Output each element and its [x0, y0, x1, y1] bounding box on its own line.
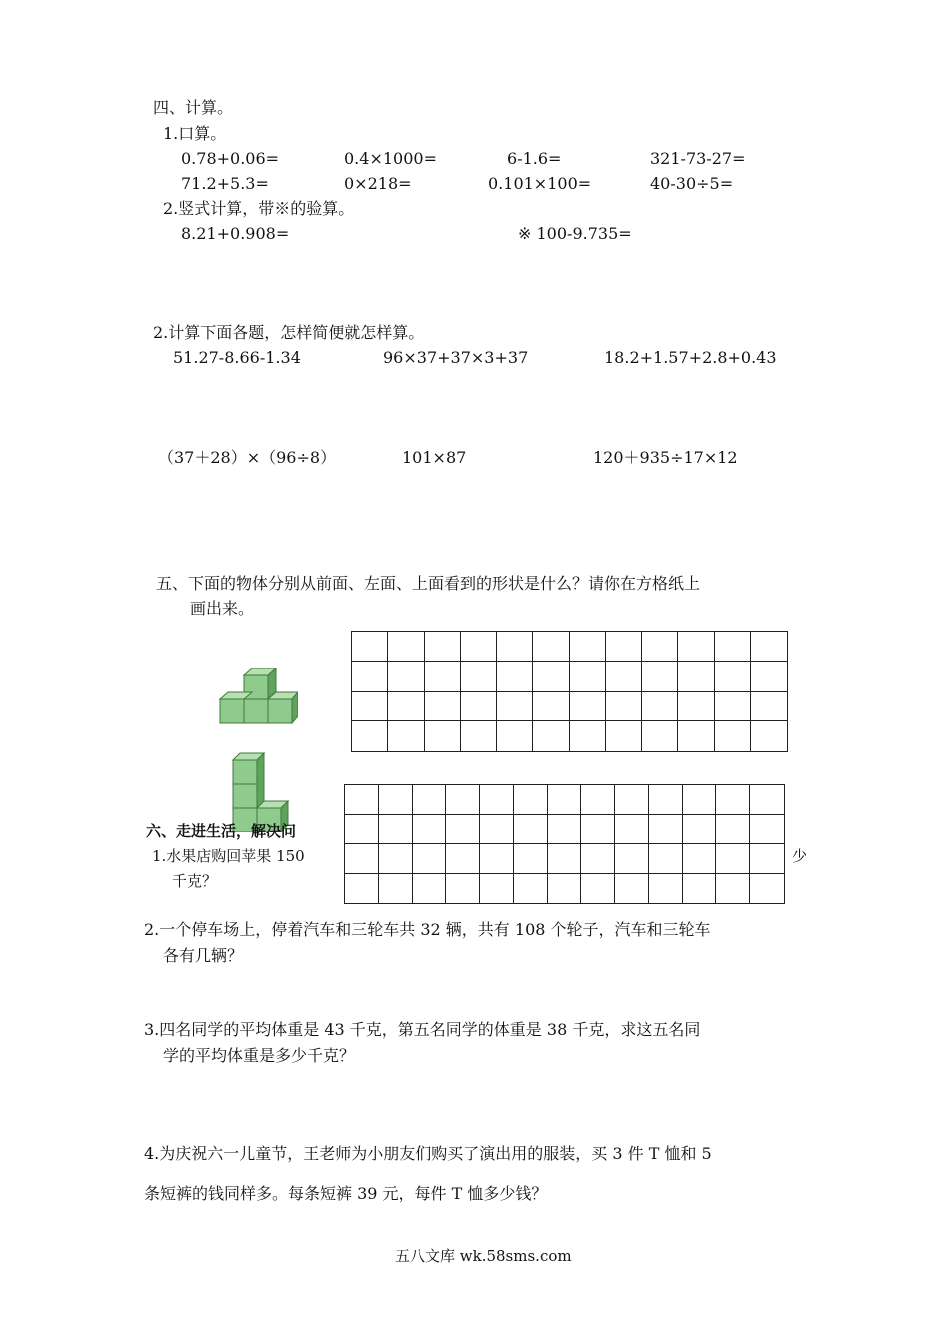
oral-problem: 0.101×100=: [488, 174, 592, 193]
grid-cell[interactable]: [497, 662, 533, 692]
grid-cell[interactable]: [750, 874, 784, 904]
section6-title: 六、走进生活，解决问: [146, 822, 297, 840]
grid-cell[interactable]: [751, 692, 787, 722]
grid-cell[interactable]: [497, 692, 533, 722]
grid-cell[interactable]: [379, 874, 413, 904]
section5-line2: 画出来。: [190, 599, 255, 618]
question-2-line2: 各有几辆？: [163, 946, 244, 965]
grid-cell[interactable]: [750, 785, 784, 815]
grid-cell[interactable]: [379, 785, 413, 815]
grid-cell[interactable]: [548, 815, 582, 845]
simple-problem: 120＋935÷17×12: [593, 448, 738, 467]
grid-cell[interactable]: [446, 815, 480, 845]
grid-cell[interactable]: [606, 721, 642, 751]
grid-cell[interactable]: [480, 844, 514, 874]
grid-cell[interactable]: [642, 662, 678, 692]
grid-cell[interactable]: [683, 874, 717, 904]
grid-cell[interactable]: [716, 815, 750, 845]
grid-cell[interactable]: [461, 662, 497, 692]
grid-cell[interactable]: [715, 632, 751, 662]
grid-cell[interactable]: [345, 874, 379, 904]
grid-cell[interactable]: [461, 632, 497, 662]
grid-cell[interactable]: [606, 692, 642, 722]
grid-cell[interactable]: [388, 692, 424, 722]
grid-cell[interactable]: [570, 662, 606, 692]
grid-cell[interactable]: [581, 815, 615, 845]
oral-problem: 0.4×1000=: [344, 149, 437, 168]
grid-cell[interactable]: [533, 662, 569, 692]
oral-problem: 321-73-27=: [650, 149, 746, 168]
grid-cell[interactable]: [581, 785, 615, 815]
grid-cell[interactable]: [548, 785, 582, 815]
grid-cell[interactable]: [642, 692, 678, 722]
grid-cell[interactable]: [751, 721, 787, 751]
grid-paper-bottom[interactable]: [344, 784, 785, 904]
grid-cell[interactable]: [683, 844, 717, 874]
grid-cell[interactable]: [480, 874, 514, 904]
grid-paper-top[interactable]: [351, 631, 788, 752]
section4-title: 四、计算。: [153, 98, 234, 117]
grid-cell[interactable]: [497, 721, 533, 751]
grid-cell[interactable]: [413, 844, 447, 874]
grid-cell[interactable]: [751, 632, 787, 662]
grid-cell[interactable]: [413, 874, 447, 904]
grid-cell[interactable]: [715, 662, 751, 692]
grid-cell[interactable]: [715, 721, 751, 751]
grid-cell[interactable]: [716, 874, 750, 904]
oral-problem: 40-30÷5=: [650, 174, 734, 193]
simple-problem: （37＋28）×（96÷8）: [158, 448, 337, 467]
grid-cell[interactable]: [678, 662, 714, 692]
grid-cell[interactable]: [480, 815, 514, 845]
grid-cell[interactable]: [425, 721, 461, 751]
question-1-line1: 1.水果店购回苹果 150: [152, 847, 305, 865]
grid-cell[interactable]: [570, 721, 606, 751]
question-3-line2: 学的平均体重是多少千克？: [163, 1046, 356, 1065]
grid-cell[interactable]: [570, 692, 606, 722]
grid-cell[interactable]: [514, 844, 548, 874]
grid-cell[interactable]: [533, 632, 569, 662]
grid-cell[interactable]: [425, 692, 461, 722]
grid-cell[interactable]: [345, 785, 379, 815]
grid-cell[interactable]: [345, 844, 379, 874]
grid-cell[interactable]: [615, 815, 649, 845]
grid-cell[interactable]: [716, 785, 750, 815]
question-2-line1: 2.一个停车场上，停着汽车和三轮车共 32 辆，共有 108 个轮子，汽车和三轮车: [144, 920, 711, 939]
grid-cell[interactable]: [678, 721, 714, 751]
question-1-line2: 千克？: [172, 872, 218, 890]
grid-cell[interactable]: [649, 874, 683, 904]
grid-cell[interactable]: [480, 785, 514, 815]
grid-cell[interactable]: [446, 874, 480, 904]
question-4-line2: 条短裤的钱同样多。每条短裤 39 元，每件 T 恤多少钱？: [144, 1184, 548, 1203]
grid-cell[interactable]: [413, 785, 447, 815]
simple-problem: 101×87: [402, 448, 467, 467]
grid-cell[interactable]: [751, 662, 787, 692]
grid-cell[interactable]: [606, 632, 642, 662]
grid-cell[interactable]: [425, 662, 461, 692]
grid-cell[interactable]: [352, 692, 388, 722]
grid-cell[interactable]: [683, 815, 717, 845]
grid-cell[interactable]: [615, 844, 649, 874]
grid-cell[interactable]: [548, 874, 582, 904]
grid-cell[interactable]: [425, 632, 461, 662]
grid-cell[interactable]: [388, 662, 424, 692]
grid-cell[interactable]: [533, 692, 569, 722]
question-1-tail: 少: [792, 847, 808, 865]
grid-cell[interactable]: [461, 721, 497, 751]
grid-cell[interactable]: [683, 785, 717, 815]
grid-cell[interactable]: [642, 721, 678, 751]
question-3-line1: 3.四名同学的平均体重是 43 千克，第五名同学的体重是 38 千克，求这五名同: [144, 1020, 701, 1039]
simple-calc-title: 2.计算下面各题，怎样简便就怎样算。: [153, 323, 425, 342]
simple-problem: 96×37+37×3+37: [383, 348, 529, 367]
grid-cell[interactable]: [413, 815, 447, 845]
question-4-line1: 4.为庆祝六一儿童节，王老师为小朋友们购买了演出用的服装，买 3 件 T 恤和 5: [144, 1144, 712, 1163]
grid-cell[interactable]: [606, 662, 642, 692]
grid-cell[interactable]: [461, 692, 497, 722]
grid-cell[interactable]: [352, 662, 388, 692]
grid-cell[interactable]: [581, 874, 615, 904]
grid-cell[interactable]: [497, 632, 533, 662]
grid-cell[interactable]: [678, 692, 714, 722]
grid-cell[interactable]: [715, 692, 751, 722]
oral-problem: 0.78+0.06=: [181, 149, 280, 168]
vertical-problem: ※ 100-9.735=: [518, 224, 632, 243]
grid-cell[interactable]: [514, 785, 548, 815]
grid-cell[interactable]: [615, 785, 649, 815]
oral-problem: 6-1.6=: [507, 149, 562, 168]
grid-cell[interactable]: [678, 632, 714, 662]
grid-cell[interactable]: [649, 815, 683, 845]
grid-cell[interactable]: [352, 721, 388, 751]
grid-cell[interactable]: [514, 815, 548, 845]
grid-cell[interactable]: [548, 844, 582, 874]
grid-cell[interactable]: [649, 785, 683, 815]
grid-cell[interactable]: [352, 632, 388, 662]
grid-cell[interactable]: [570, 632, 606, 662]
grid-cell[interactable]: [581, 844, 615, 874]
cube-figure-t-shape: [214, 668, 298, 726]
grid-cell[interactable]: [716, 844, 750, 874]
oral-problem: 0×218=: [344, 174, 412, 193]
grid-cell[interactable]: [446, 785, 480, 815]
grid-cell[interactable]: [379, 844, 413, 874]
grid-cell[interactable]: [649, 844, 683, 874]
grid-cell[interactable]: [533, 721, 569, 751]
grid-cell[interactable]: [514, 874, 548, 904]
grid-cell[interactable]: [388, 721, 424, 751]
grid-cell[interactable]: [345, 815, 379, 845]
simple-problem: 18.2+1.57+2.8+0.43: [604, 348, 777, 367]
simple-problem: 51.27-8.66-1.34: [173, 348, 301, 367]
vertical-title: 2.竖式计算，带※的验算。: [163, 199, 355, 218]
grid-cell[interactable]: [642, 632, 678, 662]
grid-cell[interactable]: [750, 844, 784, 874]
grid-cell[interactable]: [388, 632, 424, 662]
grid-cell[interactable]: [615, 874, 649, 904]
vertical-problem: 8.21+0.908=: [181, 224, 290, 243]
grid-cell[interactable]: [446, 844, 480, 874]
oral-title: 1.口算。: [163, 124, 227, 143]
section5-line1: 五、下面的物体分别从前面、左面、上面看到的形状是什么？请你在方格纸上: [156, 574, 701, 593]
cube-figure-l-shape: [230, 752, 292, 832]
oral-problem: 71.2+5.3=: [181, 174, 269, 193]
footer-watermark: 五八文库 wk.58sms.com: [395, 1247, 572, 1265]
grid-cell[interactable]: [379, 815, 413, 845]
grid-cell[interactable]: [750, 815, 784, 845]
